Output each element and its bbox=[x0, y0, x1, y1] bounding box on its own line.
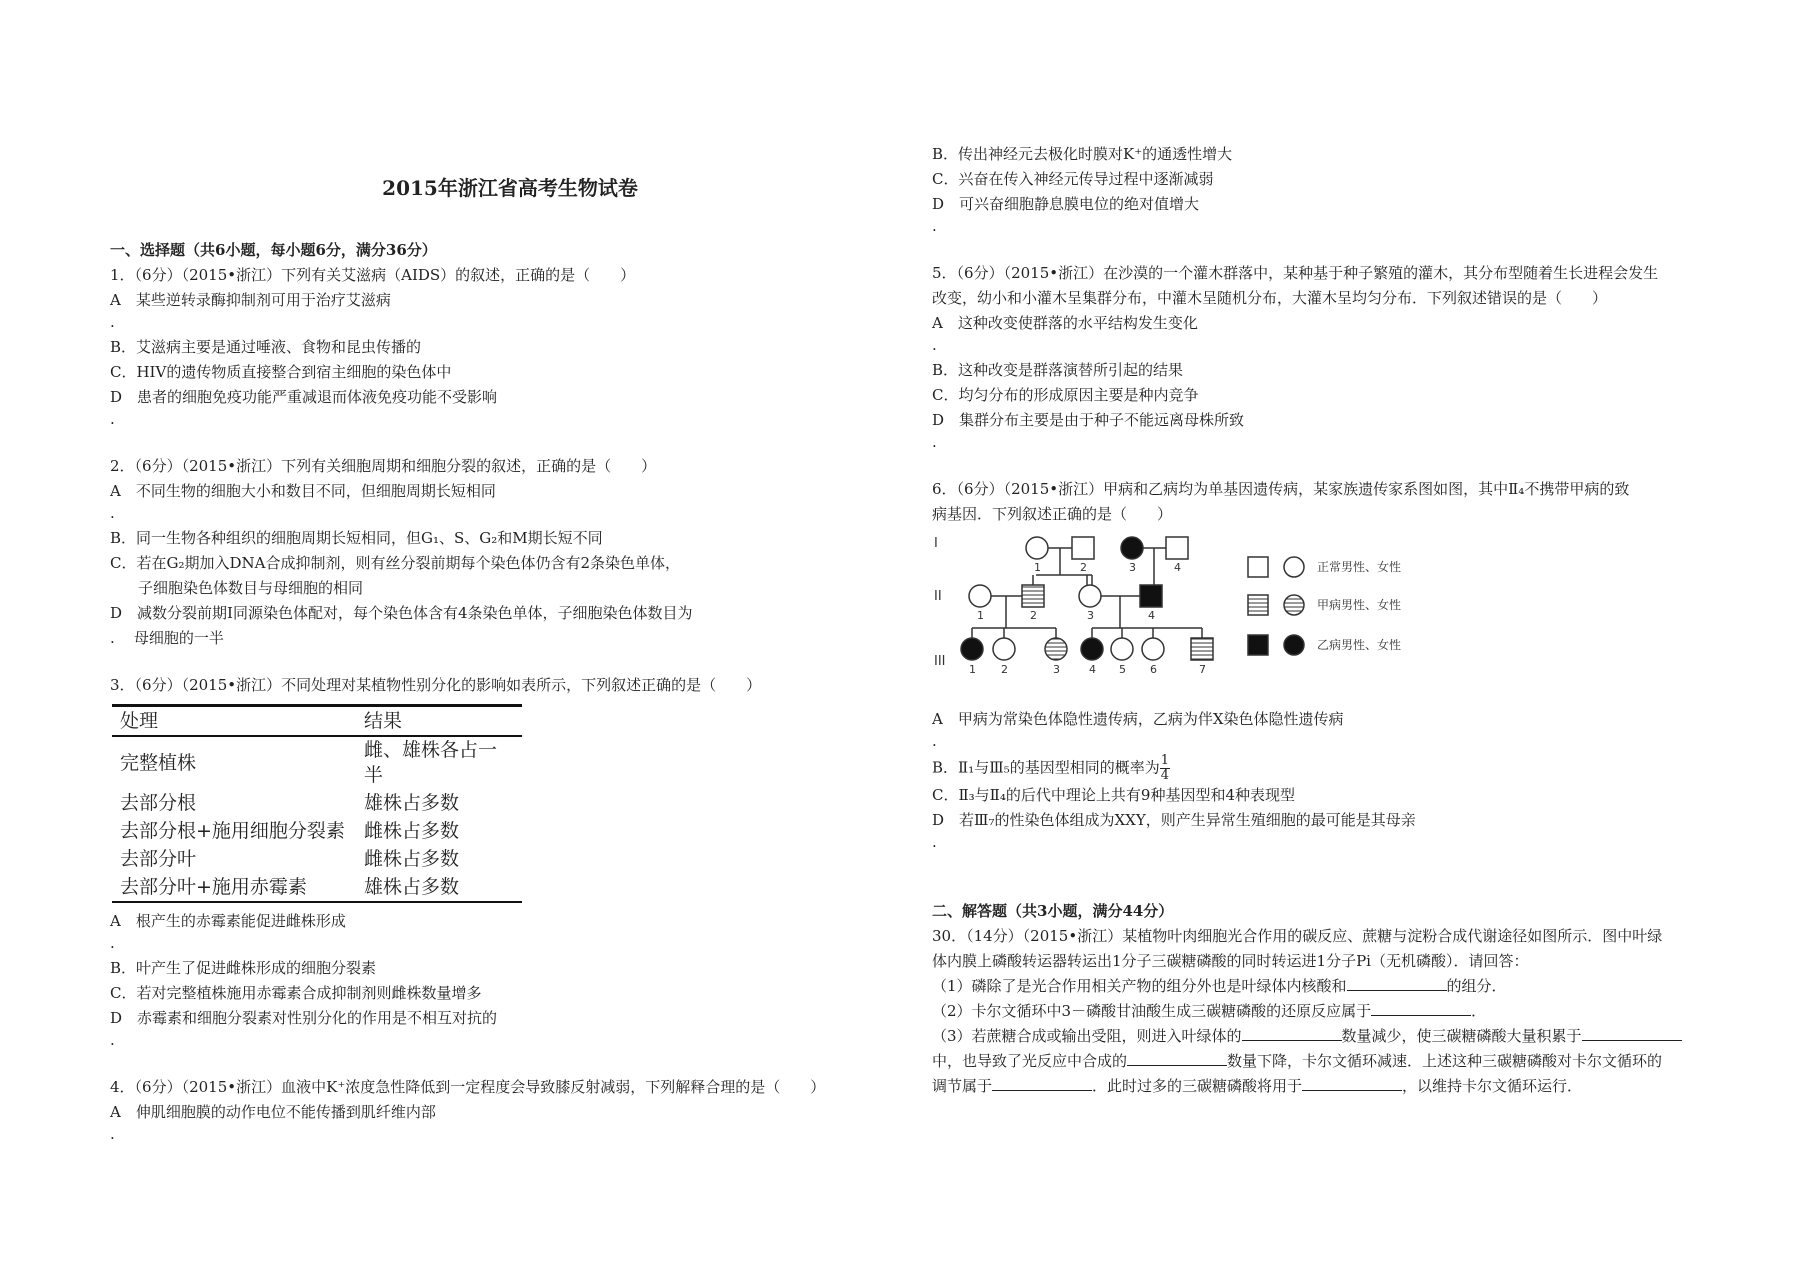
q3-option-b: B．叶产生了促进雌株形成的细胞分裂素 bbox=[110, 959, 377, 977]
dot: . bbox=[932, 833, 937, 851]
q2-option-d-cont: . 母细胞的一半 bbox=[110, 629, 224, 647]
q3-table bbox=[112, 704, 522, 903]
table-cell: 去部分根+施用细胞分裂素 bbox=[120, 819, 345, 842]
legend-normal-female bbox=[1284, 557, 1304, 577]
legend-label: 乙病男性、女性 bbox=[1317, 638, 1402, 652]
q3-option-c: C．若对完整植株施用赤霉素合成抑制剂则雌株数量增多 bbox=[110, 984, 482, 1002]
q3-stem: 3．（6分）（2015•浙江）不同处理对某植物性别分化的影响如表所示，下列叙述正确的是（ ） bbox=[110, 676, 762, 694]
table-row bbox=[112, 736, 522, 789]
q4-stem: 4．（6分）（2015•浙江）血液中K⁺浓度急性降低到一定程度会导致膝反射减弱，下列解释合理的是（ ） bbox=[110, 1078, 826, 1096]
q4-option-c: C．兴奋在传入神经元传导过程中逐渐减弱 bbox=[932, 170, 1214, 188]
individual-number: 2 bbox=[1001, 663, 1008, 676]
individual-ii2 bbox=[1022, 585, 1044, 607]
q2-stem: 2．（6分）（2015•浙江）下列有关细胞周期和细胞分裂的叙述，正确的是（ ） bbox=[110, 457, 657, 475]
dot: . bbox=[110, 313, 115, 331]
table-cell: 雄株占多数 bbox=[364, 875, 460, 898]
individual-number: 4 bbox=[1089, 663, 1096, 676]
individual-ii3 bbox=[1079, 585, 1101, 607]
table-cell: 完整植株 bbox=[120, 751, 197, 774]
dot: . bbox=[932, 433, 937, 451]
dot: . bbox=[110, 504, 115, 522]
q30-part-3 bbox=[932, 1024, 1732, 1049]
individual-number: 3 bbox=[1087, 609, 1094, 622]
legend-jia-male bbox=[1248, 595, 1268, 615]
fraction-numerator: 1 bbox=[1160, 753, 1170, 768]
q30-part-3-cont bbox=[932, 1074, 1732, 1099]
q30-part-3-text: 调节属于 bbox=[932, 1077, 993, 1095]
fraction bbox=[1160, 754, 1170, 783]
right-column bbox=[932, 142, 1732, 1099]
dot: . bbox=[932, 732, 937, 750]
individual-iii3 bbox=[1045, 638, 1067, 660]
q30-stem: 30．（14分）（2015•浙江）某植物叶肉细胞光合作用的碳反应、蔗糖与淀粉合成代谢途径如图所示．图中叶绿 bbox=[932, 927, 1663, 945]
table-cell: 雌、雄株各占一半 bbox=[364, 739, 498, 786]
q6-option-d: D 若Ⅲ₇的性染色体组成为XXY，则产生异常生殖细胞的最可能是其母亲 bbox=[932, 811, 1416, 829]
q5-option-b: B．这种改变是群落演替所引起的结果 bbox=[932, 361, 1184, 379]
q30-part-3-text: 数量下降，卡尔文循环减速．上述这种三碳糖磷酸对卡尔文循环的 bbox=[1227, 1052, 1663, 1070]
q5-stem-cont: 改变，幼小和小灌木呈集群分布，中灌木呈随机分布，大灌木呈均匀分布．下列叙述错误的是（ ） bbox=[932, 289, 1608, 307]
individual-iii2 bbox=[993, 638, 1015, 660]
individual-number: 2 bbox=[1030, 609, 1037, 622]
q2-option-b: B．同一生物各种组织的细胞周期长短相同，但G₁、S、G₂和M期长短不同 bbox=[110, 529, 603, 547]
individual-number: 3 bbox=[1053, 663, 1060, 676]
legend-label: 正常男性、女性 bbox=[1317, 560, 1402, 574]
q2-option-a: A 不同生物的细胞大小和数目不同，但细胞周期长短相同 bbox=[110, 482, 496, 500]
table-header-row bbox=[112, 706, 522, 737]
legend-label: 甲病男性、女性 bbox=[1317, 598, 1402, 612]
q5-option-c: C．均匀分布的形成原因主要是种内竞争 bbox=[932, 386, 1199, 404]
answer-blank[interactable] bbox=[1582, 1025, 1682, 1041]
individual-i2 bbox=[1072, 537, 1094, 559]
answer-blank[interactable] bbox=[992, 1075, 1092, 1091]
table-cell: 去部分根 bbox=[120, 791, 197, 814]
pedigree-svg bbox=[932, 533, 1402, 703]
dot: . bbox=[110, 1031, 115, 1049]
q30-part-1-text: （1）磷除了是光合作用相关产物的组分外也是叶绿体内核酸和 bbox=[932, 977, 1347, 995]
q4-option-d: D 可兴奋细胞静息膜电位的绝对值增大 bbox=[932, 195, 1200, 213]
individual-number: 2 bbox=[1080, 561, 1087, 574]
legend-normal-male bbox=[1248, 557, 1268, 577]
generation-label: I bbox=[934, 536, 938, 551]
individual-number: 7 bbox=[1199, 663, 1206, 676]
q6-option-b-text: Ⅱ₁与Ⅲ₅的基因型相同的概率为 bbox=[958, 758, 1160, 777]
q6-option-a: A 甲病为常染色体隐性遗传病，乙病为伴X染色体隐性遗传病 bbox=[932, 710, 1344, 728]
q6-stem-cont: 病基因．下列叙述正确的是（ ） bbox=[932, 505, 1173, 523]
q30-part-3-text: 数量减少，使三碳糖磷酸大量积累于 bbox=[1341, 1027, 1582, 1045]
q30-stem-cont: 体内膜上磷酸转运器转运出1分子三碳糖磷酸的同时转运进1分子Pi（无机磷酸）．请回答： bbox=[932, 952, 1529, 970]
individual-number: 4 bbox=[1174, 561, 1181, 574]
answer-blank[interactable] bbox=[1347, 975, 1447, 991]
q3-option-a: A 根产生的赤霉素能促进雌株形成 bbox=[110, 912, 346, 930]
generation-label: III bbox=[934, 654, 946, 669]
q2-option-c: C．若在G₂期加入DNA合成抑制剂，则有丝分裂前期每个染色体仍含有2条染色单体， bbox=[110, 554, 681, 572]
pedigree-diagram bbox=[932, 533, 1402, 703]
q30-part-3-text: 中，也导致了光反应中合成的 bbox=[932, 1052, 1128, 1070]
individual-number: 1 bbox=[969, 663, 976, 676]
individual-i1 bbox=[1026, 537, 1048, 559]
q1-option-d: D 患者的细胞免疫功能严重减退而体液免疫功能不受影响 bbox=[110, 388, 498, 406]
individual-number: 1 bbox=[977, 609, 984, 622]
q5-option-d: D 集群分布主要是由于种子不能远离母株所致 bbox=[932, 411, 1245, 429]
individual-number: 1 bbox=[1034, 561, 1041, 574]
table-row bbox=[112, 873, 522, 902]
q6-option-b-prefix: B． bbox=[932, 758, 959, 777]
legend-yi-female bbox=[1284, 635, 1304, 655]
q2-option-c-cont: 子细胞染色体数目与母细胞的相同 bbox=[138, 579, 364, 597]
individual-number: 5 bbox=[1119, 663, 1126, 676]
individual-iii1 bbox=[961, 638, 983, 660]
individual-number: 6 bbox=[1150, 663, 1157, 676]
q4-option-a: A 伸肌细胞膜的动作电位不能传播到肌纤维内部 bbox=[110, 1103, 436, 1121]
legend-yi-male bbox=[1248, 635, 1268, 655]
dot: . bbox=[110, 1125, 115, 1143]
q6-stem: 6．（6分）（2015•浙江）甲病和乙病均为单基因遗传病，某家族遗传家系图如图，其中Ⅱ₄不携带甲病的致 bbox=[932, 480, 1630, 498]
q6-option-c: C．Ⅱ₃与Ⅱ₄的后代中理论上共有9种基因型和4种表现型 bbox=[932, 786, 1295, 804]
table-row bbox=[112, 789, 522, 817]
table-header: 处理 bbox=[120, 709, 159, 732]
q1-option-a: A 某些逆转录酶抑制剂可用于治疗艾滋病 bbox=[110, 291, 391, 309]
answer-blank[interactable] bbox=[1242, 1025, 1342, 1041]
table-row bbox=[112, 817, 522, 845]
table-row bbox=[112, 845, 522, 873]
section-2-heading: 二、解答题（共3小题，满分44分） bbox=[932, 902, 1174, 920]
q3-option-d: D 赤霉素和细胞分裂素对性别分化的作用是不相互对抗的 bbox=[110, 1009, 498, 1027]
individual-iii5 bbox=[1111, 638, 1133, 660]
table-header: 结果 bbox=[364, 709, 403, 732]
individual-ii1 bbox=[969, 585, 991, 607]
table-cell: 雄株占多数 bbox=[364, 791, 460, 814]
dot: . bbox=[110, 410, 115, 428]
q30-part-3-end: ，以维持卡尔文循环运行． bbox=[1402, 1077, 1583, 1095]
table-cell: 去部分叶 bbox=[120, 847, 197, 870]
answer-blank[interactable] bbox=[1302, 1075, 1402, 1091]
table-cell: 雌株占多数 bbox=[364, 847, 460, 870]
q1-option-b: B．艾滋病主要是通过唾液、食物和昆虫传播的 bbox=[110, 338, 422, 356]
q1-option-c: C．HIV的遗传物质直接整合到宿主细胞的染色体中 bbox=[110, 363, 452, 381]
individual-i4 bbox=[1166, 537, 1188, 559]
q2-option-d: D 减数分裂前期I同源染色体配对，每个染色体含有4条染色单体，子细胞染色体数目为 bbox=[110, 604, 693, 622]
q5-stem: 5．（6分）（2015•浙江）在沙漠的一个灌木群落中，某种基于种子繁殖的灌木，其分布型随着生长进程会发生 bbox=[932, 264, 1659, 282]
q6-option-b bbox=[932, 754, 1732, 783]
individual-iii4 bbox=[1081, 638, 1103, 660]
q5-option-a: A 这种改变使群落的水平结构发生变化 bbox=[932, 314, 1198, 332]
dot: . bbox=[110, 934, 115, 952]
page-title: 2015年浙江省高考生物试卷 bbox=[382, 176, 638, 200]
q30-part-2-text: （2）卡尔文循环中3－磷酸甘油酸生成三碳糖磷酸的还原反应属于 bbox=[932, 1002, 1372, 1020]
table-cell: 去部分叶+施用赤霉素 bbox=[120, 875, 307, 898]
individual-i3 bbox=[1121, 537, 1143, 559]
q30-part-1 bbox=[932, 974, 1732, 999]
dot: . bbox=[932, 217, 937, 235]
individual-number: 4 bbox=[1148, 609, 1155, 622]
generation-label: II bbox=[934, 589, 942, 604]
q4-option-b: B．传出神经元去极化时膜对K⁺的通透性增大 bbox=[932, 145, 1233, 163]
q30-part-1-end: 的组分． bbox=[1446, 977, 1507, 995]
table-cell: 雌株占多数 bbox=[364, 819, 460, 842]
q30-part-3-text: ．此时过多的三碳糖磷酸将用于 bbox=[1092, 1077, 1303, 1095]
individual-number: 3 bbox=[1129, 561, 1136, 574]
dot: . bbox=[932, 336, 937, 354]
fraction-denominator: 4 bbox=[1160, 768, 1170, 783]
q2-option-d-cont-text: 母细胞的一半 bbox=[133, 629, 224, 647]
section-1-heading: 一、选择题（共6小题，每小题6分，满分36分） bbox=[110, 241, 437, 259]
answer-blank[interactable] bbox=[1371, 1000, 1471, 1016]
individual-iii6 bbox=[1142, 638, 1164, 660]
q30-part-3-text: （3）若蔗糖合成或输出受阻，则进入叶绿体的 bbox=[932, 1027, 1242, 1045]
q30-part-2-end: ． bbox=[1471, 1002, 1487, 1020]
q1-stem: 1．（6分）（2015•浙江）下列有关艾滋病（AIDS）的叙述，正确的是（ ） bbox=[110, 266, 636, 284]
q30-part-2 bbox=[932, 999, 1732, 1024]
legend-jia-female bbox=[1284, 595, 1304, 615]
individual-ii4 bbox=[1140, 585, 1162, 607]
q30-part-3-cont bbox=[932, 1049, 1732, 1074]
left-column bbox=[110, 238, 910, 1147]
answer-blank[interactable] bbox=[1127, 1050, 1227, 1066]
individual-iii7 bbox=[1191, 638, 1213, 660]
